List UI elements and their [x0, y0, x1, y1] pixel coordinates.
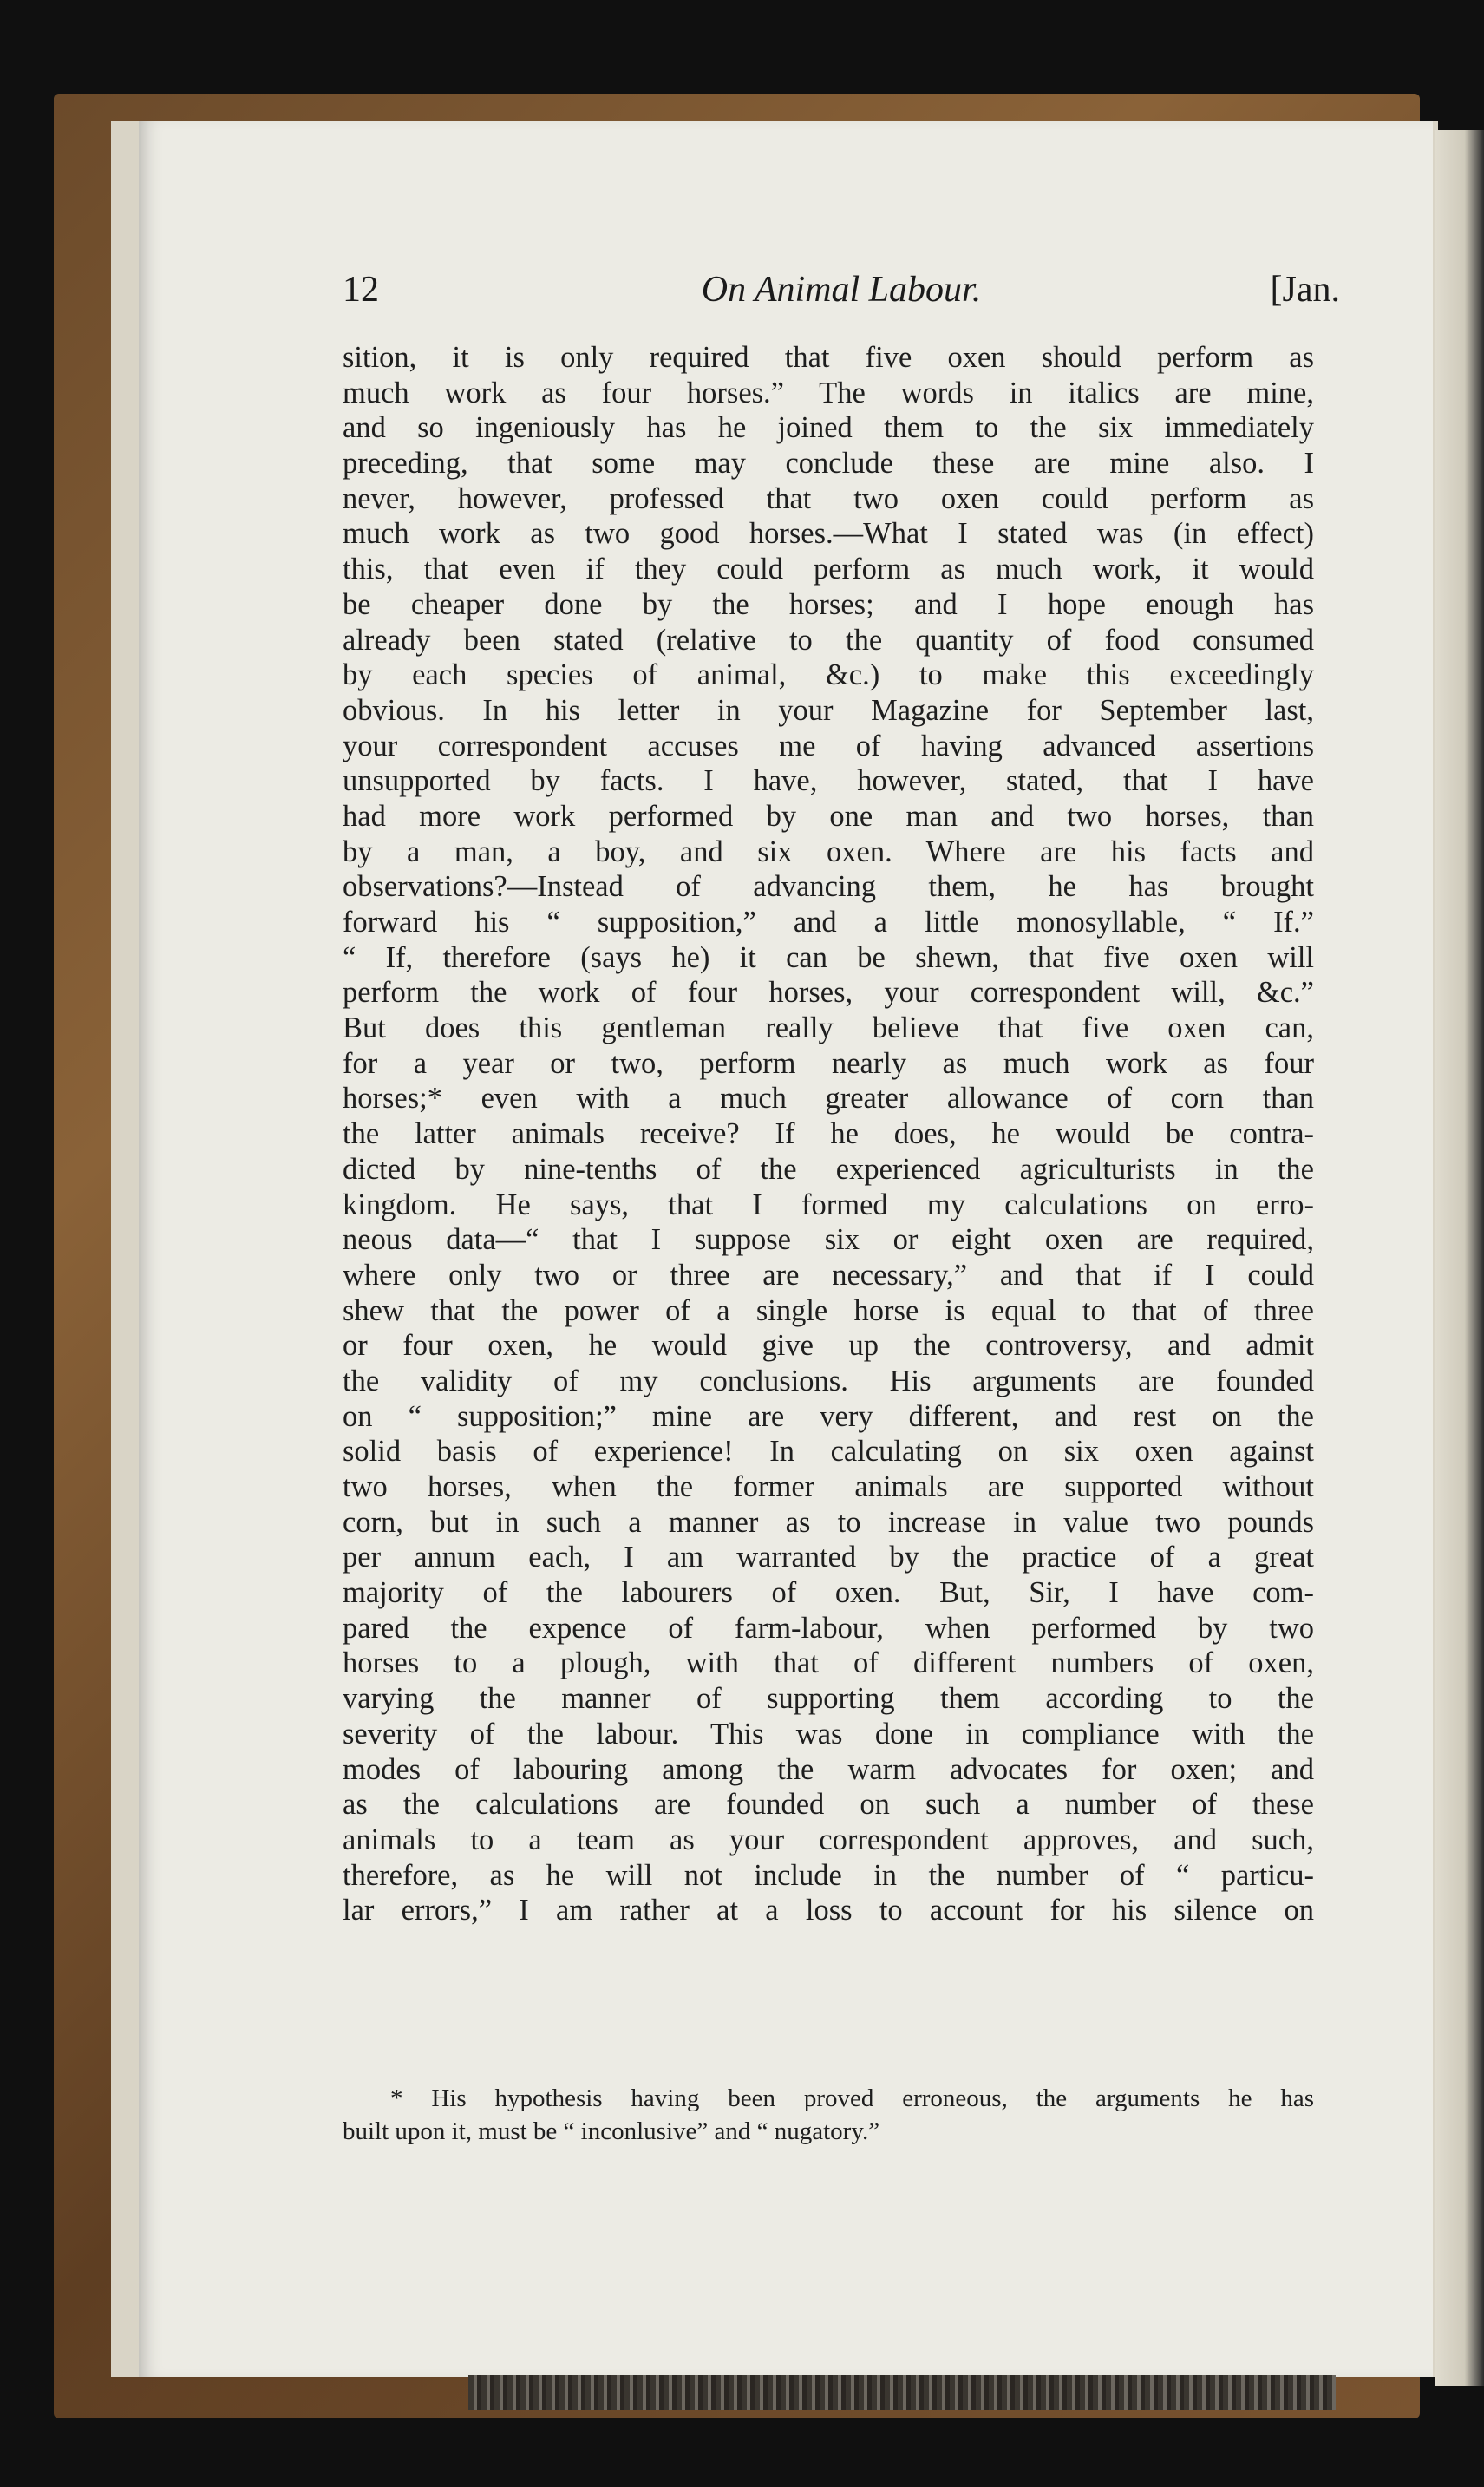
- text-line: modes of labouring among the warm advocates for oxen; and: [343, 1752, 1314, 1786]
- text-line: corn, but in such a manner as to increase in value two pounds: [343, 1505, 1314, 1539]
- page-number: 12: [343, 270, 379, 310]
- text-line: the validity of my conclusions. His arguments are founded: [343, 1364, 1314, 1397]
- text-line: two horses, when the former animals are supported without: [343, 1470, 1314, 1503]
- text-line: by a man, a boy, and six oxen. Where are his facts and: [343, 834, 1314, 868]
- text-line: majority of the labourers of oxen. But, Sir, I have com-: [343, 1576, 1314, 1610]
- text-line: or four oxen, he would give up the controversy, and admit: [343, 1329, 1314, 1363]
- text-line: therefore, as he will not include in the number of “ particu-: [343, 1858, 1314, 1892]
- text-line: neous data—“ that I suppose six or eight oxen are required,: [343, 1223, 1314, 1257]
- text-line: on “ supposition;” mine are very different, and rest on the: [343, 1399, 1314, 1433]
- text-line: the latter animals receive? If he does, he would be contra-: [343, 1117, 1314, 1151]
- text-line: forward his “ supposition,” and a little monosyllable, “ If.”: [343, 906, 1314, 939]
- text-line: had more work performed by one man and two horses, than: [343, 799, 1314, 833]
- body-text: [343, 340, 1314, 1928]
- footnote-line: built upon it, must be “ inconlusive” and “ nugatory.”: [343, 2117, 880, 2145]
- running-head: [343, 269, 1340, 321]
- text-line: horses to a plough, with that of different numbers of oxen,: [343, 1646, 1314, 1680]
- text-line: severity of the labour. This was done in compliance with the: [343, 1717, 1314, 1751]
- text-line: this, that even if they could perform as much work, it would: [343, 553, 1314, 586]
- text-line: preceding, that some may conclude these are mine also. I: [343, 447, 1314, 481]
- text-line: shew that the power of a single horse is equal to that of three: [343, 1293, 1314, 1327]
- text-line: sition, it is only required that five oxen should perform as: [343, 341, 1314, 374]
- text-line: much work as two good horses.—What I stated was (in effect): [343, 517, 1314, 551]
- text-line: perform the work of four horses, your correspondent will, &c.”: [343, 976, 1314, 1010]
- text-line: “ If, therefore (says he) it can be shewn, that five oxen will: [343, 940, 1314, 974]
- footnote-line: * His hypothesis having been proved erroneous, the arguments he has: [390, 2084, 1314, 2112]
- running-title: On Animal Labour.: [701, 270, 982, 310]
- text-line: animals to a team as your correspondent approves, and such,: [343, 1823, 1314, 1856]
- text-line: and so ingeniously has he joined them to the six immediately: [343, 411, 1314, 445]
- footnote: [343, 2082, 1314, 2148]
- text-line: kingdom. He says, that I formed my calculations on erro-: [343, 1188, 1314, 1221]
- text-line: lar errors,” I am rather at a loss to account for his silence on: [343, 1894, 1314, 1927]
- text-line: dicted by nine-tenths of the experienced agriculturists in the: [343, 1152, 1314, 1186]
- text-line: much work as four horses.” The words in italics are mine,: [343, 376, 1314, 409]
- text-line: obvious. In his letter in your Magazine for September last,: [343, 693, 1314, 727]
- page-bottom-edge: [468, 2375, 1336, 2410]
- text-line: per annum each, I am warranted by the practice of a great: [343, 1541, 1314, 1574]
- text-line: horses;* even with a much greater allowance of corn than: [343, 1082, 1314, 1116]
- text-line: be cheaper done by the horses; and I hope enough has: [343, 587, 1314, 621]
- text-line: as the calculations are founded on such a number of these: [343, 1788, 1314, 1822]
- issue-month: [Jan.: [1270, 270, 1340, 310]
- text-line: unsupported by facts. I have, however, stated, that I have: [343, 764, 1314, 798]
- text-line: your correspondent accuses me of having advanced assertions: [343, 729, 1314, 762]
- text-line: But does this gentleman really believe that five oxen can,: [343, 1011, 1314, 1045]
- text-line: varying the manner of supporting them according to the: [343, 1682, 1314, 1716]
- text-line: where only two or three are necessary,” and that if I could: [343, 1258, 1314, 1292]
- text-line: solid basis of experience! In calculating on six oxen against: [343, 1435, 1314, 1469]
- text-line: by each species of animal, &c.) to make this exceedingly: [343, 658, 1314, 692]
- text-line: pared the expence of farm-labour, when performed by two: [343, 1611, 1314, 1645]
- opposite-page-edge: [1435, 130, 1484, 2386]
- text-line: observations?—Instead of advancing them, he has brought: [343, 870, 1314, 904]
- text-line: for a year or two, perform nearly as much work as four: [343, 1046, 1314, 1080]
- text-line: never, however, professed that two oxen could perform as: [343, 481, 1314, 515]
- text-line: already been stated (relative to the quantity of food consumed: [343, 623, 1314, 657]
